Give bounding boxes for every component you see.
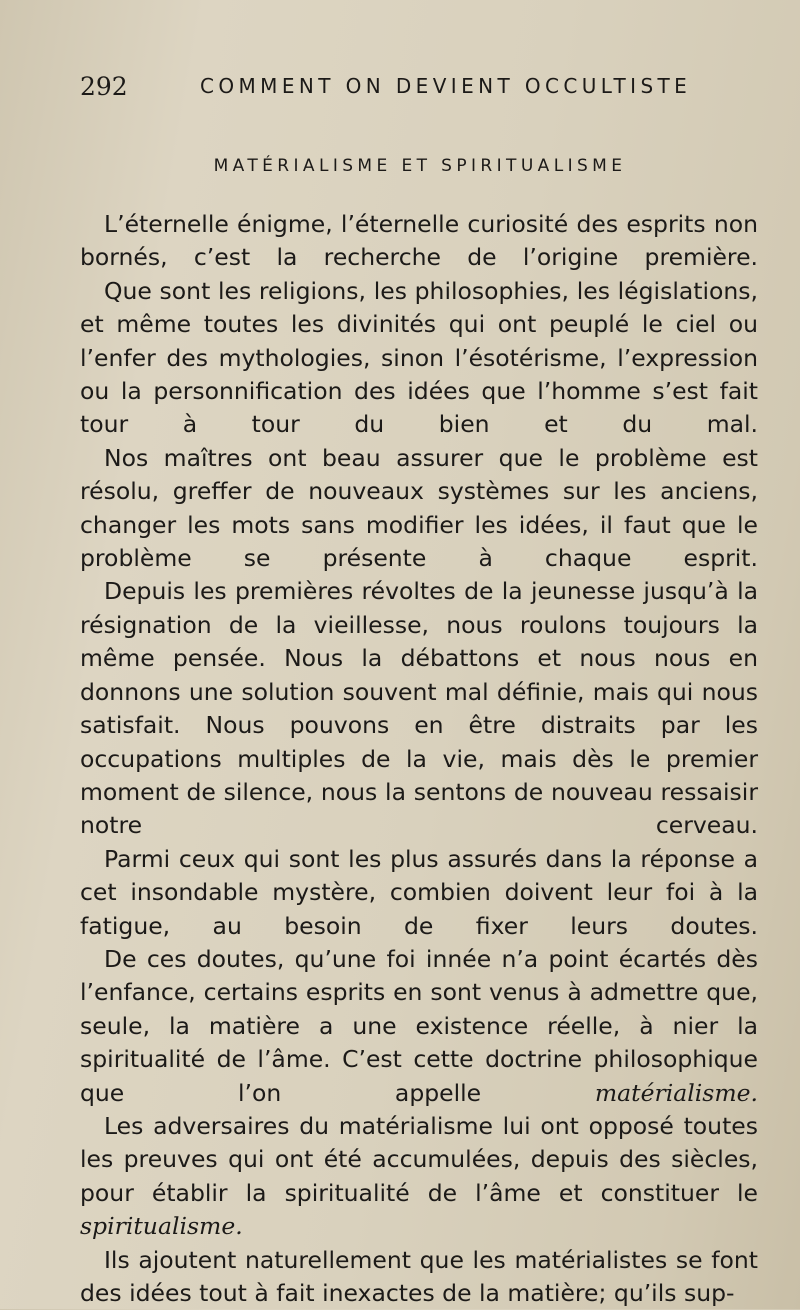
page-number: 292 xyxy=(80,72,128,101)
paragraph-3: Nos maîtres ont beau assurer que le problème est résolu, greffer de nouveaux systèmes sur les anciens, changer les mots sans modifier les idées, il faut que le problème se présente à chaque esprit. xyxy=(80,443,758,573)
paragraph-6 xyxy=(80,943,758,1110)
running-head xyxy=(80,72,760,106)
paragraph-4: Depuis les premières révoltes de la jeunesse jusqu’à la résignation de la vieillesse, nous roulons toujours la même pensée. Nous la débattons et nous nous en donnons une solution souvent mal définie, mais qui nous satisfait. Nous pouvons en être distraits par les occupations multiples de la vie, mais dès le premier moment de silence, nous la sentons de nouveau ressaisir notre cerveau. xyxy=(80,577,758,840)
paragraph-6-text: De ces doutes, qu’une foi innée n’a point écartés dès l’enfance, certains esprits en sont venus à admettre que, seule, la matière a une existence réelle, à nier la spiritualité de l’âme. C’est cette doctrine philosophique que l’on appelle xyxy=(80,944,758,1107)
paragraph-1: L’éternelle énigme, l’éternelle curiosité des esprits non bornés, c’est la recherche de l’origine première. xyxy=(80,210,758,272)
paragraph-7 xyxy=(80,1110,758,1244)
paragraph-7-text: Les adversaires du matérialisme lui ont opposé toutes les preuves qui ont été accumulées, depuis des siècles, pour établir la spiritualité de l’âme et constituer le xyxy=(80,1111,758,1207)
term-spiritualisme: spiritualisme. xyxy=(80,1212,243,1241)
running-title: COMMENT ON DEVIENT OCCULTISTE xyxy=(200,74,692,98)
section-title: MATÉRIALISME ET SPIRITUALISME xyxy=(213,156,627,176)
paragraph-8: Ils ajoutent naturellement que les matérialistes se font des idées tout à fait inexactes de la matière; qu’ils sup- xyxy=(80,1245,758,1307)
paragraph-5: Parmi ceux qui sont les plus assurés dans la réponse a cet insondable mystère, combien doivent leur foi à la fatigue, au besoin de fixer leurs doutes. xyxy=(80,844,758,940)
paragraph-2: Que sont les religions, les philosophies, les législations, et même toutes les divinités qui ont peuplé le ciel ou l’enfer des mythologies, sinon l’ésotérisme, l’expression ou la personnification des idées que l’homme s’est fait tour à tour du bien et du mal. xyxy=(80,276,758,439)
term-materialisme: matérialisme. xyxy=(594,1078,758,1107)
body-text xyxy=(80,208,758,1310)
